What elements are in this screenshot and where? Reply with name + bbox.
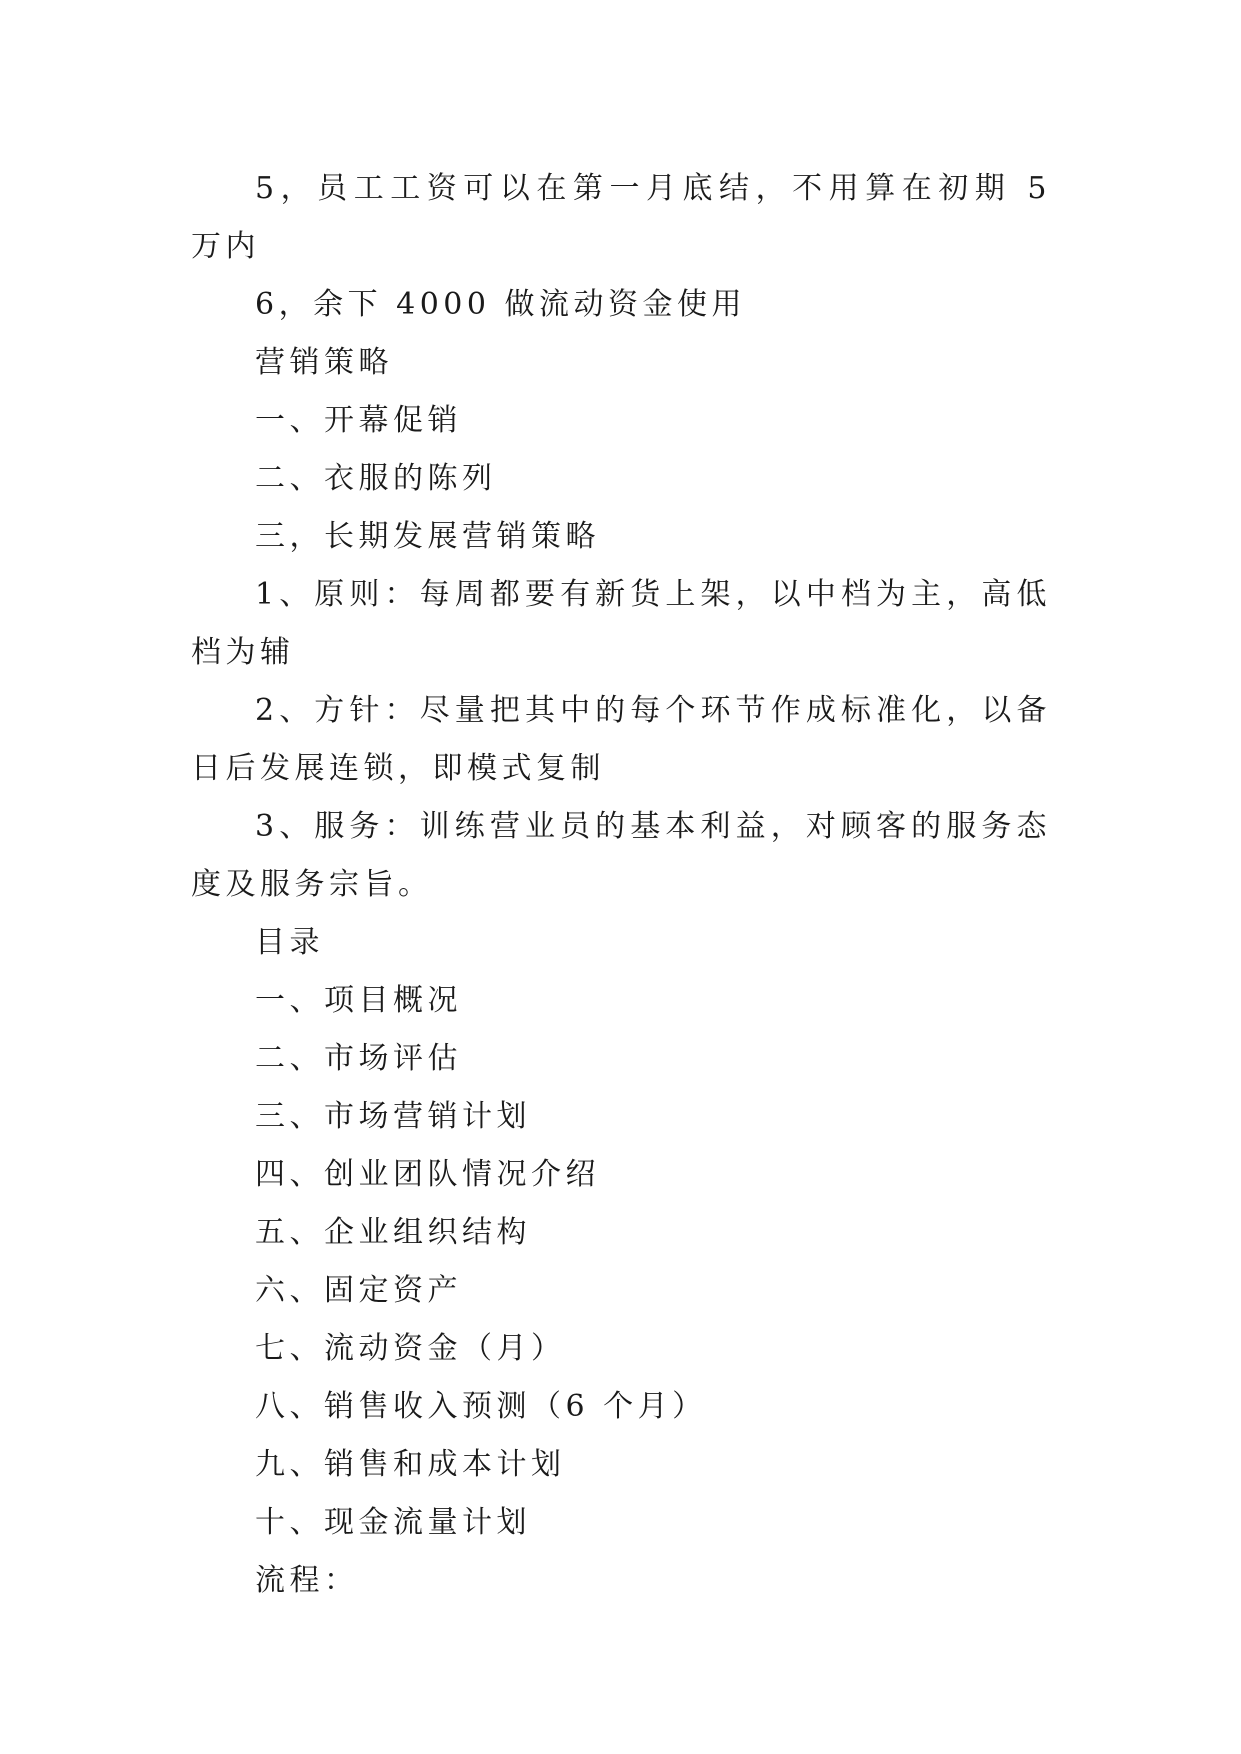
toc-item-sales-forecast: 八、销售收入预测（6 个月） [255,1389,707,1424]
toc-item-sales-cost-plan: 九、销售和成本计划 [255,1447,566,1482]
toc-item-fixed-assets: 六、固定资产 [255,1273,462,1308]
heading-process: 流程： [255,1563,359,1598]
paragraph-service: 3、服务：训练营业员的基本利益，对顾客的服务态度及服务宗旨。 [191,809,1051,902]
list-item-clothing-display: 二、衣服的陈列 [255,461,497,496]
paragraph-policy: 2、方针：尽量把其中的每个环节作成标准化，以备日后发展连锁，即模式复制 [191,693,1051,786]
document-body [191,160,1051,1610]
paragraph-wages-note: 5，员工工资可以在第一月底结，不用算在初期 5 万内 [191,171,1051,264]
toc-item-cash-flow-plan: 十、现金流量计划 [255,1505,531,1540]
toc-item-team-introduction: 四、创业团队情况介绍 [255,1157,600,1192]
list-item-long-term-strategy: 三，长期发展营销策略 [255,519,600,554]
toc-item-working-capital: 七、流动资金（月） [255,1331,566,1366]
heading-table-of-contents: 目录 [255,925,324,960]
toc-item-marketing-plan: 三、市场营销计划 [255,1099,531,1134]
heading-marketing-strategy: 营销策略 [255,345,393,380]
toc-item-project-overview: 一、项目概况 [255,983,462,1018]
toc-item-market-assessment: 二、市场评估 [255,1041,462,1076]
toc-item-org-structure: 五、企业组织结构 [255,1215,531,1250]
paragraph-working-capital: 6，余下 4000 做流动资金使用 [255,287,747,322]
paragraph-principle: 1、原则：每周都要有新货上架，以中档为主，高低档为辅 [191,577,1051,670]
list-item-opening-promotion: 一、开幕促销 [255,403,462,438]
